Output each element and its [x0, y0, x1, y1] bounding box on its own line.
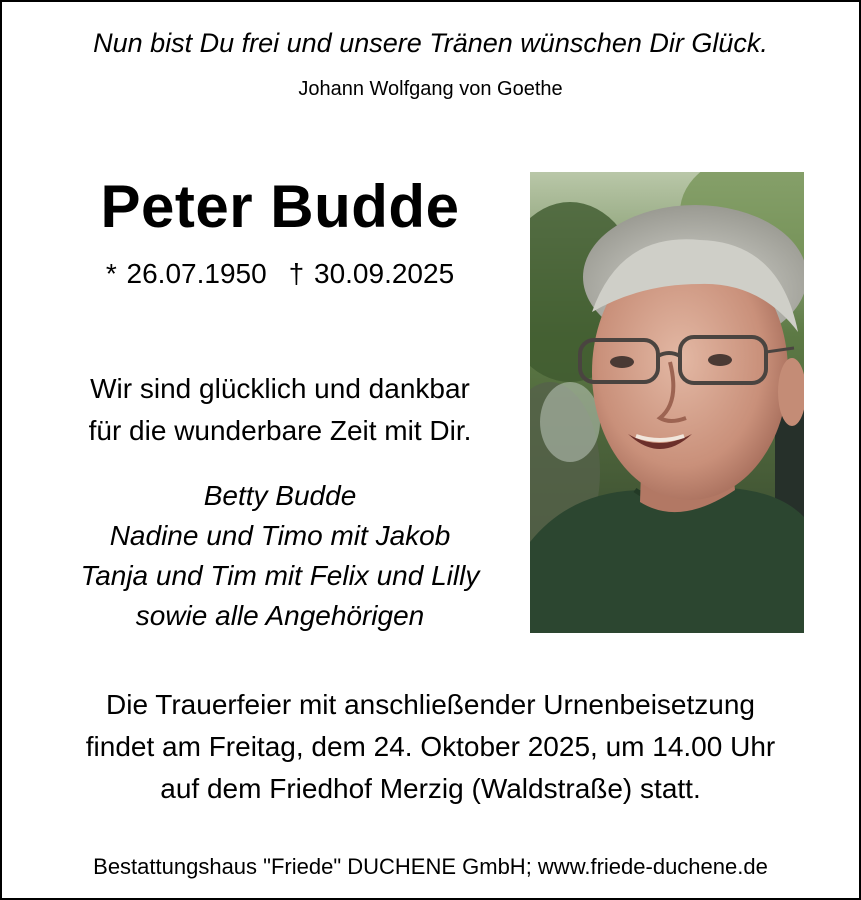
family-member: sowie alle Angehörigen	[135, 600, 425, 631]
deceased-name: Peter Budde	[100, 173, 460, 240]
funeral-line: findet am Freitag, dem 24. Oktober 2025, um 14.00 Uhr	[85, 731, 776, 762]
family-signatures	[32, 476, 528, 636]
quote-text: Nun bist Du frei und unsere Tränen wünschen Dir Glück.	[93, 28, 768, 58]
thanks-line: Wir sind glücklich und dankbar	[90, 373, 470, 404]
family-member: Tanja und Tim mit Felix und Lilly	[80, 560, 480, 591]
funeral-home-footer: Bestattungshaus "Friede" DUCHENE GmbH; www.friede-duchene.de	[93, 854, 768, 879]
funeral-details	[2, 684, 859, 810]
thanks-line: für die wunderbare Zeit mit Dir.	[88, 415, 472, 446]
quote-author: Johann Wolfgang von Goethe	[298, 78, 563, 100]
family-member: Betty Budde	[203, 480, 357, 511]
life-dates	[32, 258, 528, 290]
death-date: † 30.09.2025	[288, 258, 455, 289]
family-member: Nadine und Timo mit Jakob	[109, 520, 451, 551]
funeral-line: Die Trauerfeier mit anschließender Urnenbeisetzung	[106, 689, 755, 720]
birth-date: * 26.07.1950	[105, 258, 267, 289]
funeral-line: auf dem Friedhof Merzig (Waldstraße) statt.	[160, 773, 701, 804]
thanks-message	[32, 368, 528, 452]
portrait-photo	[530, 172, 804, 633]
